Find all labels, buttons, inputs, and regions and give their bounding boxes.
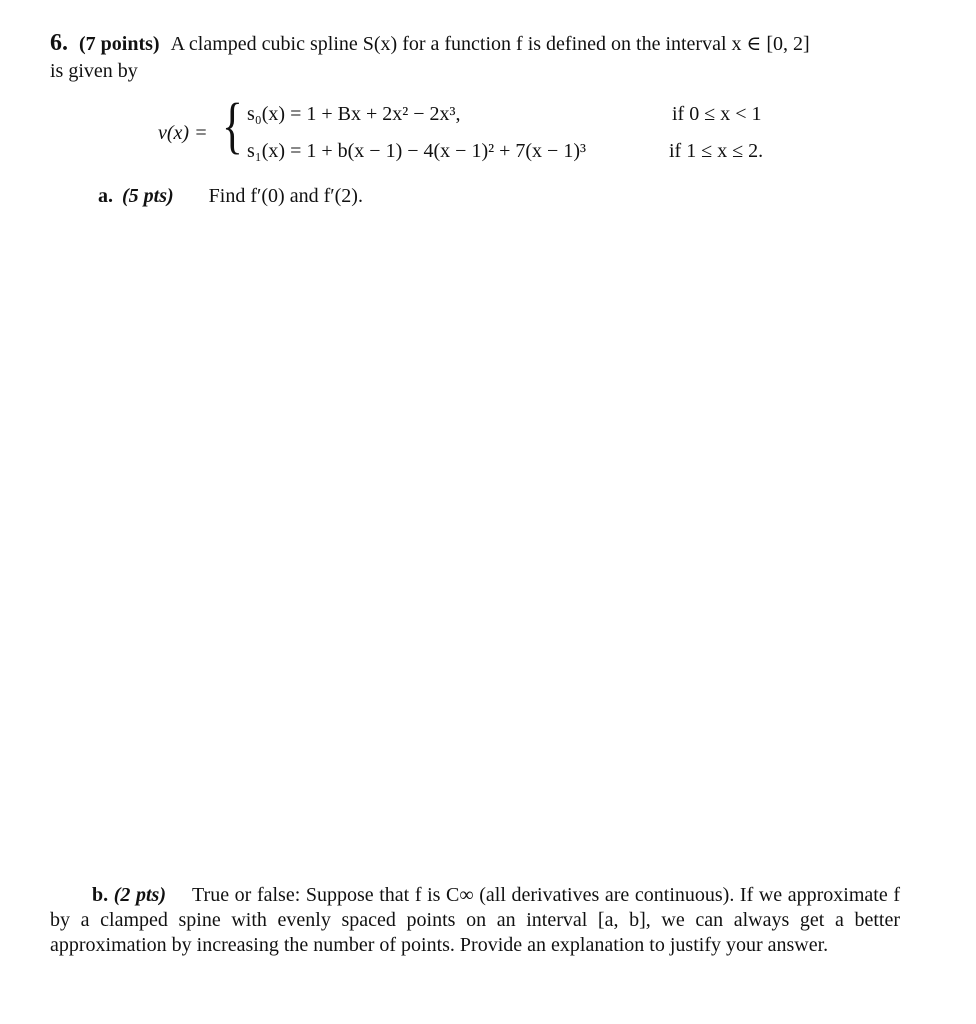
equation-piece-0: s₀(x) = 1 + Bx + 2x² − 2x³,	[247, 103, 461, 125]
part-b-text: True or false: Suppose that f is C∞ (all derivatives are continuous). If we approximate f by a clamped spine with evenly spaced points on an interval [a, b], we can always get a better approximation by increasing the number of points. Provide an explanation to justify your answer.	[50, 884, 900, 956]
equation-condition-0: if 0 ≤ x < 1	[672, 103, 762, 125]
equation-condition-1: if 1 ≤ x ≤ 2.	[669, 140, 764, 162]
part-a-label: a.	[98, 185, 113, 207]
equation-brace: {	[222, 92, 243, 160]
part-a-text: Find f′(0) and f′(2).	[208, 185, 363, 207]
equation-piece-1: s₁(x) = 1 + b(x − 1) − 4(x − 1)² + 7(x − 1)³	[247, 140, 586, 162]
part-b-points: (2 pts)	[113, 884, 167, 906]
equation-lhs: v(x) =	[158, 122, 208, 144]
part-a-points: (5 pts)	[122, 185, 174, 207]
part-b	[50, 883, 900, 958]
question-points: (7 points)	[79, 33, 160, 55]
question-intro-continued: is given by	[50, 60, 138, 82]
part-b-label: b.	[92, 884, 109, 906]
question-intro: A clamped cubic spline S(x) for a function f is defined on the interval x ∈ [0, 2]	[170, 33, 810, 55]
question-header	[50, 30, 810, 57]
question-number: 6.	[50, 30, 68, 56]
part-a	[98, 185, 363, 208]
